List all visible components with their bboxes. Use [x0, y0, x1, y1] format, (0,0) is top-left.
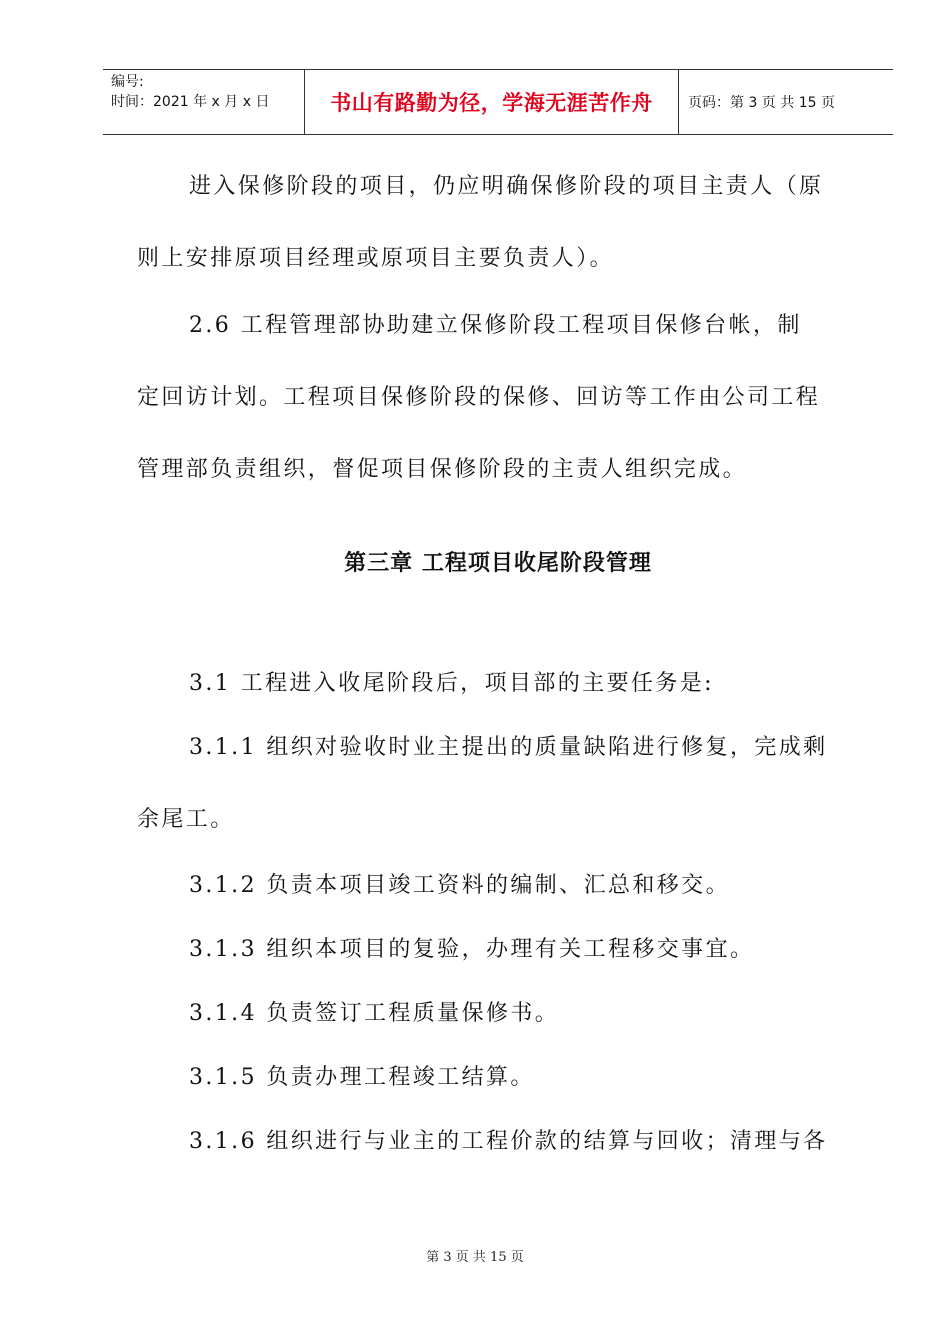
chapter-title: 第三章 工程项目收尾阶段管理	[344, 551, 652, 576]
header-motto: 书山有路勤为径，学海无涯苦作舟	[305, 70, 679, 134]
section-3-1: 3.1 工程进入收尾阶段后，项目部的主要任务是:	[189, 671, 714, 696]
document-number-label: 编号:	[111, 74, 144, 90]
section-3-1-1: 3.1.1 组织对验收时业主提出的质量缺陷进行修复，完成剩	[189, 735, 828, 760]
section-3-1-5: 3.1.5 负责办理工程竣工结算。	[189, 1065, 535, 1090]
paragraph-line: 管理部负责组织，督促项目保修阶段的主责人组织完成。	[137, 457, 748, 482]
paragraph-line: 则上安排原项目经理或原项目主要负责人）。	[137, 246, 615, 271]
section-3-1-6: 3.1.6 组织进行与业主的工程价款的结算与回收；清理与各	[189, 1129, 828, 1154]
header-meta	[103, 70, 305, 134]
paragraph-line: 进入保修阶段的项目，仍应明确保修阶段的项目主责人（原	[189, 174, 824, 199]
paragraph-line: 2.6 工程管理部协助建立保修阶段工程项目保修台帐，制	[189, 313, 802, 338]
section-3-1-4: 3.1.4 负责签订工程质量保修书。	[189, 1001, 560, 1026]
paragraph-line: 定回访计划。工程项目保修阶段的保修、回访等工作由公司工程	[137, 385, 821, 410]
section-3-1-3: 3.1.3 组织本项目的复验，办理有关工程移交事宜。	[189, 937, 755, 962]
header-page-info: 页码：第 3 页 共 15 页	[688, 95, 835, 111]
document-time-label: 时间：2021 年 x 月 x 日	[111, 94, 270, 110]
section-3-1-1-cont: 余尾工。	[137, 807, 235, 832]
page-footer: 第 3 页 共 15 页	[426, 1250, 524, 1265]
section-3-1-2: 3.1.2 负责本项目竣工资料的编制、汇总和移交。	[189, 873, 730, 898]
page-header	[103, 69, 893, 135]
